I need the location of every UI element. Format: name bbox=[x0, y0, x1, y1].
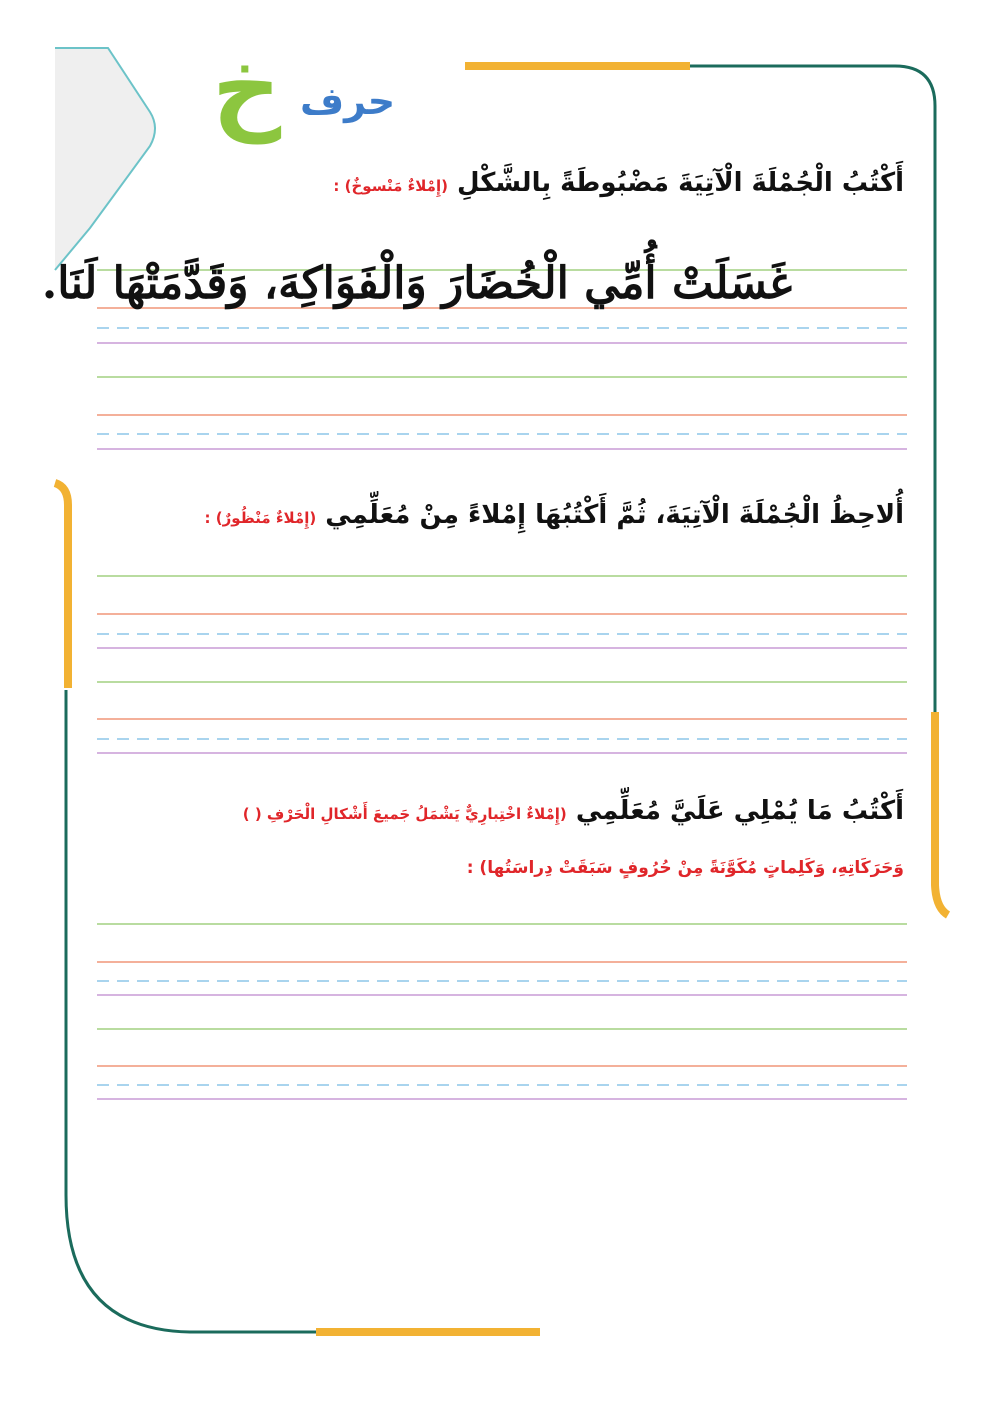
lines-block-3 bbox=[97, 924, 907, 1099]
dictation-type-tag: (إِمْلاءٌ مَنْظُورٌ) : bbox=[204, 509, 317, 527]
instruction-copy-text: أَكْتُبُ الْجُمْلَةَ الْآتِيَةَ مَضْبُوطَةً بِالشَّكْلِ bbox=[457, 168, 904, 198]
dictation-type-tag: (إِمْلاءٌ مَنْسوخٌ) : bbox=[333, 177, 448, 195]
lines-block-2 bbox=[97, 576, 907, 753]
instruction-copy bbox=[333, 168, 904, 198]
instruction-observe bbox=[205, 500, 905, 530]
dictation-type-tag: (إِمْلاءٌ اخْتِبارِيٌّ يَشْمَلُ جَميعَ أَشْكالِ الْحَرْفِ ( ) bbox=[242, 805, 567, 823]
instruction-dictation-text: أَكْتُبُ مَا يُمْلِي عَلَيَّ مُعَلِّمِي bbox=[575, 796, 904, 826]
dictation-tag-continued: وَحَرَكَاتِهِ، وَكَلِماتٍ مُكَوَّنَةً مِنْ حُرُوفٍ سَبَقَتْ دِراسَتُها) : bbox=[466, 858, 904, 878]
instruction-dictation bbox=[243, 796, 904, 826]
instruction-observe-text: أُلاحِظُ الْجُمْلَةَ الْآتِيَةَ، ثُمَّ أَكْتُبُهَا إِمْلاءً مِنْ مُعَلِّمِي bbox=[325, 500, 904, 530]
letter-word-label: حرف bbox=[300, 79, 396, 123]
featured-letter: خ bbox=[212, 32, 282, 144]
model-sentence: غَسَلَتْ أُمِّي الْخُضَارَ وَالْفَوَاكِهَ، وَقَدَّمَتْهَا لَنَا. bbox=[41, 258, 792, 309]
